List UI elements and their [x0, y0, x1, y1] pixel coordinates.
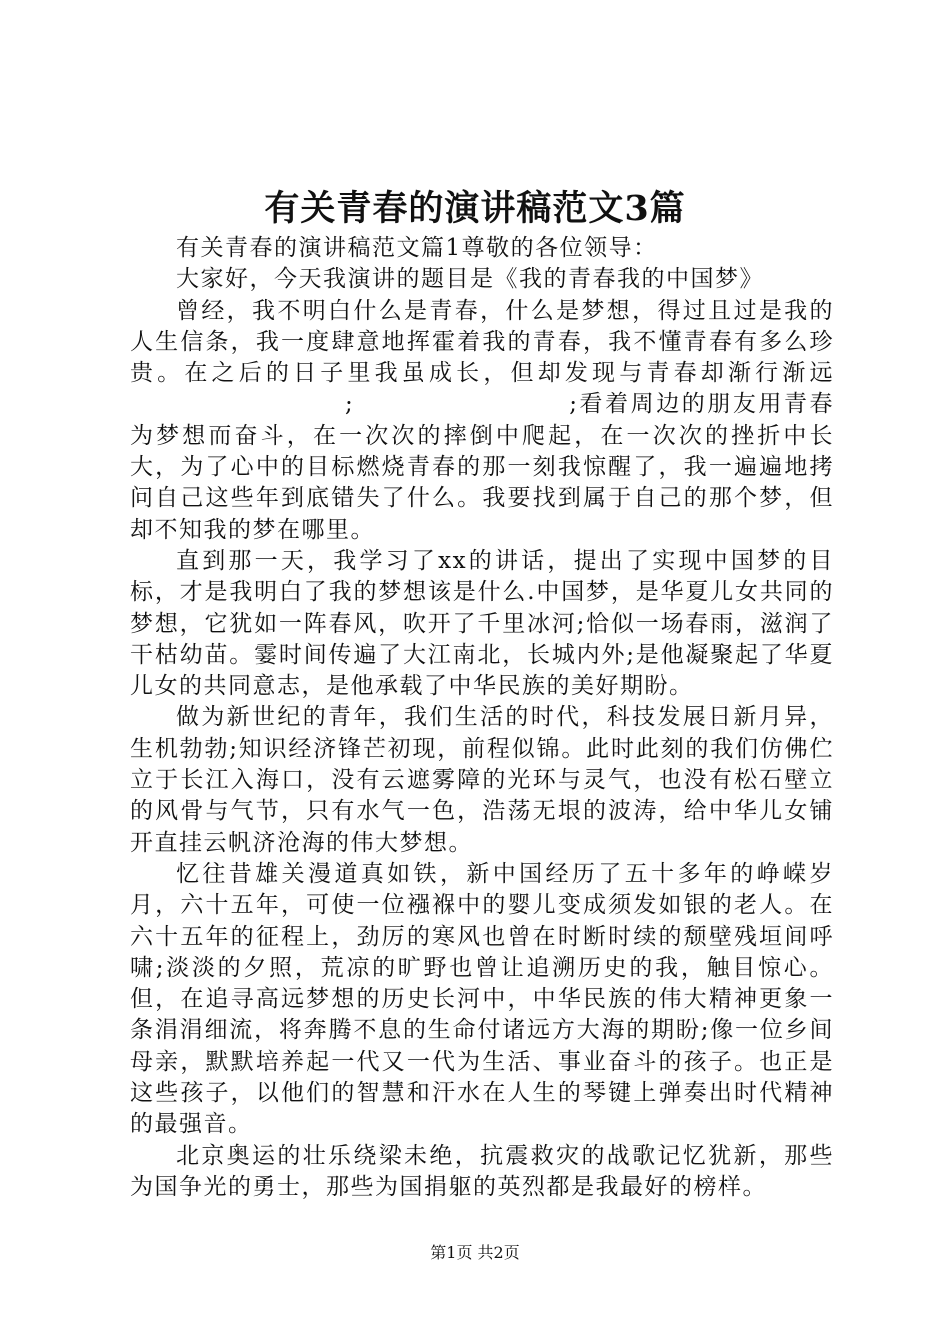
- page-footer: 第1页 共2页: [430, 1243, 520, 1262]
- separator-semicolon-2: ;: [569, 391, 579, 418]
- separator-semicolon-1: ;: [345, 391, 355, 418]
- paragraph-3-text: 曾经，我不明白什么是青春，什么是梦想，得过且过是我的人生信条，我一度肆意地挥霍着我的青春，我不懂青春有多么珍贵。在之后的日子里我虽成长，但却发现与青春却渐行渐远: [130, 297, 834, 387]
- paragraph-4: 直到那一天，我学习了xx的讲话，提出了实现中国梦的目标，才是我明白了我的梦想该是什么.中国梦，是华夏儿女共同的梦想，它犹如一阵春风，吹开了千里冰河;恰似一场春雨，滋润了干枯幼苗。霎时间传遍了大江南北，长城内外;是他凝聚起了华夏儿女的共同意志，是他承载了中华民族的美好期盼。: [130, 547, 834, 700]
- paragraph-3: [130, 296, 834, 546]
- paragraph-7: 北京奥运的壮乐绕梁未绝，抗震救灾的战歌记忆犹新，那些为国争光的勇士，那些为国捐躯的英烈都是我最好的榜样。: [130, 1142, 834, 1200]
- document-body: [130, 233, 834, 1203]
- paragraph-1: 有关青春的演讲稿范文篇1尊敬的各位领导：: [176, 235, 658, 261]
- paragraph-2: 大家好，今天我演讲的题目是《我的青春我的中国梦》: [176, 266, 764, 293]
- paragraph-3-continued: 看着周边的朋友用青春为梦想而奋斗，在一次次的摔倒中爬起，在一次次的挫折中长大，为了心中的目标燃烧青春的那一刻我惊醒了，我一遍遍地拷问自己这些年到底错失了什么。我要找到属于自己的那个梦，但却不知我的梦在哪里。: [130, 391, 834, 543]
- paragraph-5: 做为新世纪的青年，我们生活的时代，科技发展日新月异，生机勃勃;知识经济锋芒初现，前程似锦。此时此刻的我们仿佛伫立于长江入海口，没有云遮雾障的光环与灵气，也没有松石壁立的风骨与气节，只有水气一色，浩荡无垠的波涛，给中华儿女铺开直挂云帆济沧海的伟大梦想。: [130, 704, 834, 856]
- document-title: 有关青春的演讲稿范文3篇: [264, 188, 686, 229]
- paragraph-6: 忆往昔雄关漫道真如铁，新中国经历了五十多年的峥嵘岁月，六十五年，可使一位襁褓中的婴儿变成须发如银的老人。在六十五年的征程上，劲厉的寒风也曾在时断时续的颓壁残垣间呼啸;淡淡的夕照，荒凉的旷野也曾让追溯历史的我，触目惊心。但，在追寻高远梦想的历史长河中，中华民族的伟大精神更象一条涓涓细流，将奔腾不息的生命付诸远方大海的期盼;像一位乡间母亲，默默培养起一代又一代为生活、事业奋斗的孩子。也正是这些孩子，以他们的智慧和汗水在人生的琴键上弹奏出时代精神的最强音。: [130, 860, 834, 1138]
